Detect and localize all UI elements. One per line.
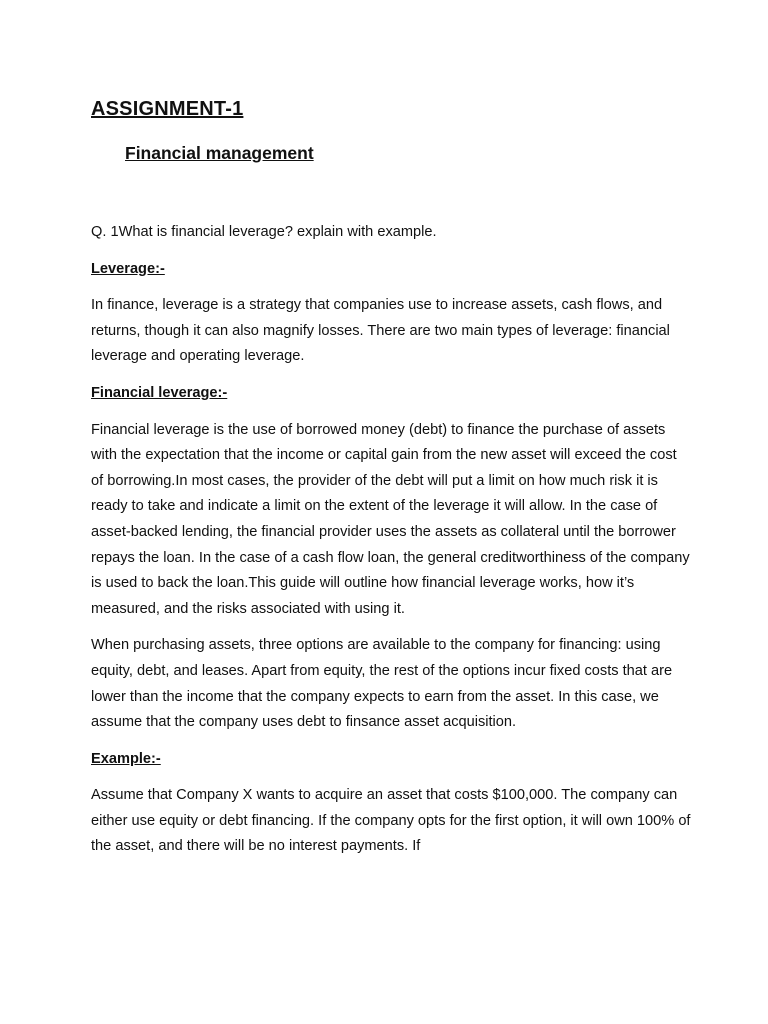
document-title: ASSIGNMENT-1	[91, 98, 244, 120]
section-heading-financial-leverage: Financial leverage:-	[91, 384, 228, 401]
paragraph-example: Assume that Company X wants to acquire an asset that costs $100,000. The company can either use equity or debt financing. If the company opts for the first option, it will own 100% of the asset, and there will be no interest payments. If	[91, 787, 691, 855]
paragraph-financing-options: When purchasing assets, three options are available to the company for financing: using equity, debt, and leases. Apart from equity, the rest of the options incur fixed costs that are lower than the income that the company expects to earn from the asset. In this case, we assume that the company uses debt to finsance asset acquisition.	[91, 637, 673, 731]
document-body	[91, 220, 691, 871]
section-heading-leverage: Leverage:-	[91, 260, 165, 277]
paragraph-financial-leverage-definition: Financial leverage is the use of borrowed money (debt) to finance the purchase of assets with the expectation that the income or capital gain from the new asset will exceed the cost of borrowing.In most cases, the provider of the debt will put a limit on how much risk it is ready to take and indicate a limit on the extent of the leverage it will allow. In the case of asset-backed lending, the financial provider uses the assets as collateral until the borrower repays the loan. In the case of a cash flow loan, the general creditworthiness of the company is used to back the loan.This guide will outline how financial leverage works, how it’s measured, and the risks associated with using it.	[91, 421, 690, 617]
question-text: Q. 1What is financial leverage? explain with example.	[91, 224, 437, 240]
document-subtitle: Financial management	[125, 143, 314, 163]
section-heading-example: Example:-	[91, 750, 161, 767]
paragraph-leverage-definition: In finance, leverage is a strategy that companies use to increase assets, cash flows, and returns, though it can also magnify losses. There are two main types of leverage: financial leverage and operating leverage.	[91, 297, 670, 365]
